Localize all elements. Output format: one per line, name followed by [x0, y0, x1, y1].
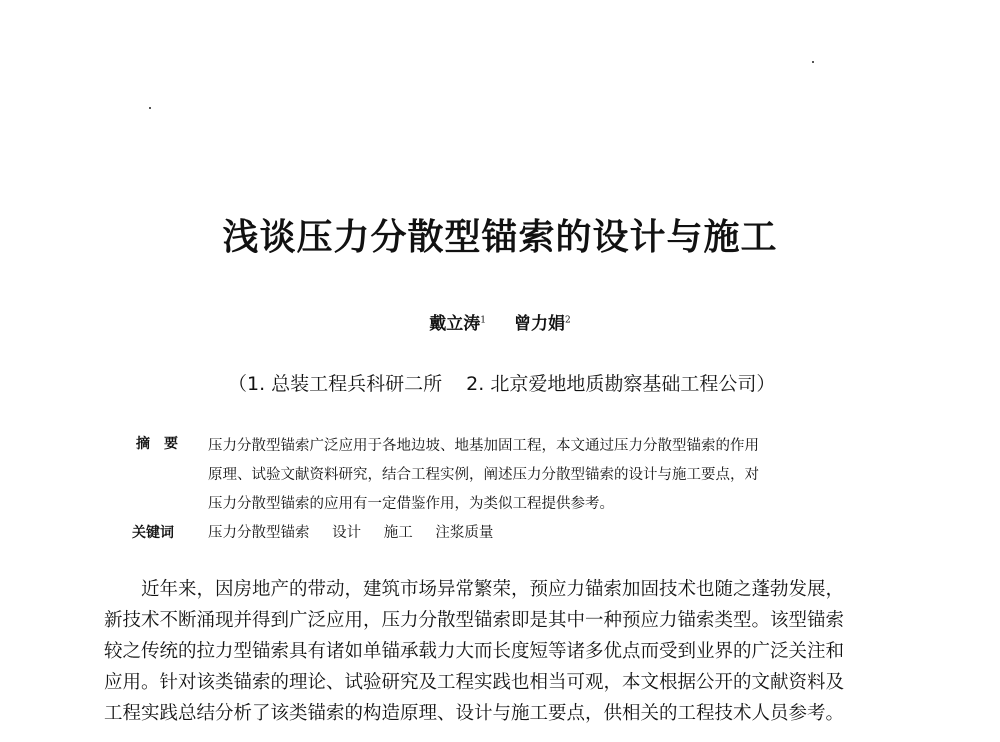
affiliation-first: （1. 总装工程兵科研二所	[228, 373, 443, 395]
body-line: 近年来，因房地产的带动，建筑市场异常繁荣，预应力锚索加固技术也随之蓬勃发展，	[141, 579, 845, 600]
author	[514, 314, 571, 334]
keywords-label: 关键词	[132, 525, 174, 541]
authors	[0, 308, 1000, 336]
body-line: 较之传统的拉力型锚索具有诸如单锚承载力大而长度短等诸多优点而受到业界的广泛关注和	[104, 641, 845, 662]
affiliation-second: 2. 北京爱地地质勘察基础工程公司）	[466, 373, 776, 395]
author	[429, 314, 486, 334]
keywords-list	[208, 521, 493, 545]
author-affiliation-mark: 1	[480, 315, 487, 325]
author-name: 戴立涛	[429, 313, 481, 334]
affiliation-line	[228, 370, 775, 398]
body-line: 工程实践总结分析了该类锚索的构造原理、设计与施工要点，供相关的工程技术人员参考。	[104, 703, 845, 724]
author-name: 曾力娟	[513, 313, 565, 334]
body-line: 新技术不断涌现并得到广泛应用，压力分散型锚索即是其中一种预应力锚索类型。该型锚索	[104, 610, 845, 631]
author-affiliation-mark: 2	[564, 315, 571, 325]
keyword: 施工	[383, 525, 413, 541]
abstract-line: 压力分散型锚索广泛应用于各地边坡、地基加固工程，本文通过压力分散型锚索的作用	[208, 438, 759, 454]
keyword: 设计	[332, 525, 362, 541]
paper-title: 浅谈压力分散型锚索的设计与施工	[222, 217, 778, 258]
abstract-label: 摘要	[136, 436, 192, 452]
scan-speck	[812, 61, 814, 63]
keyword: 压力分散型锚索	[208, 525, 310, 541]
body-line: 应用。针对该类锚索的理论、试验研究及工程实践也相当可观，本文根据公开的文献资料及	[104, 672, 845, 693]
abstract-line: 原理、试验文献资料研究，结合工程实例，阐述压力分散型锚索的设计与施工要点，对	[208, 467, 759, 483]
abstract-text	[208, 432, 878, 519]
scan-speck	[149, 107, 151, 109]
keyword: 注浆质量	[435, 525, 494, 541]
abstract-line: 压力分散型锚索的应用有一定借鉴作用，为类似工程提供参考。	[208, 496, 614, 512]
body-paragraph	[104, 574, 914, 729]
